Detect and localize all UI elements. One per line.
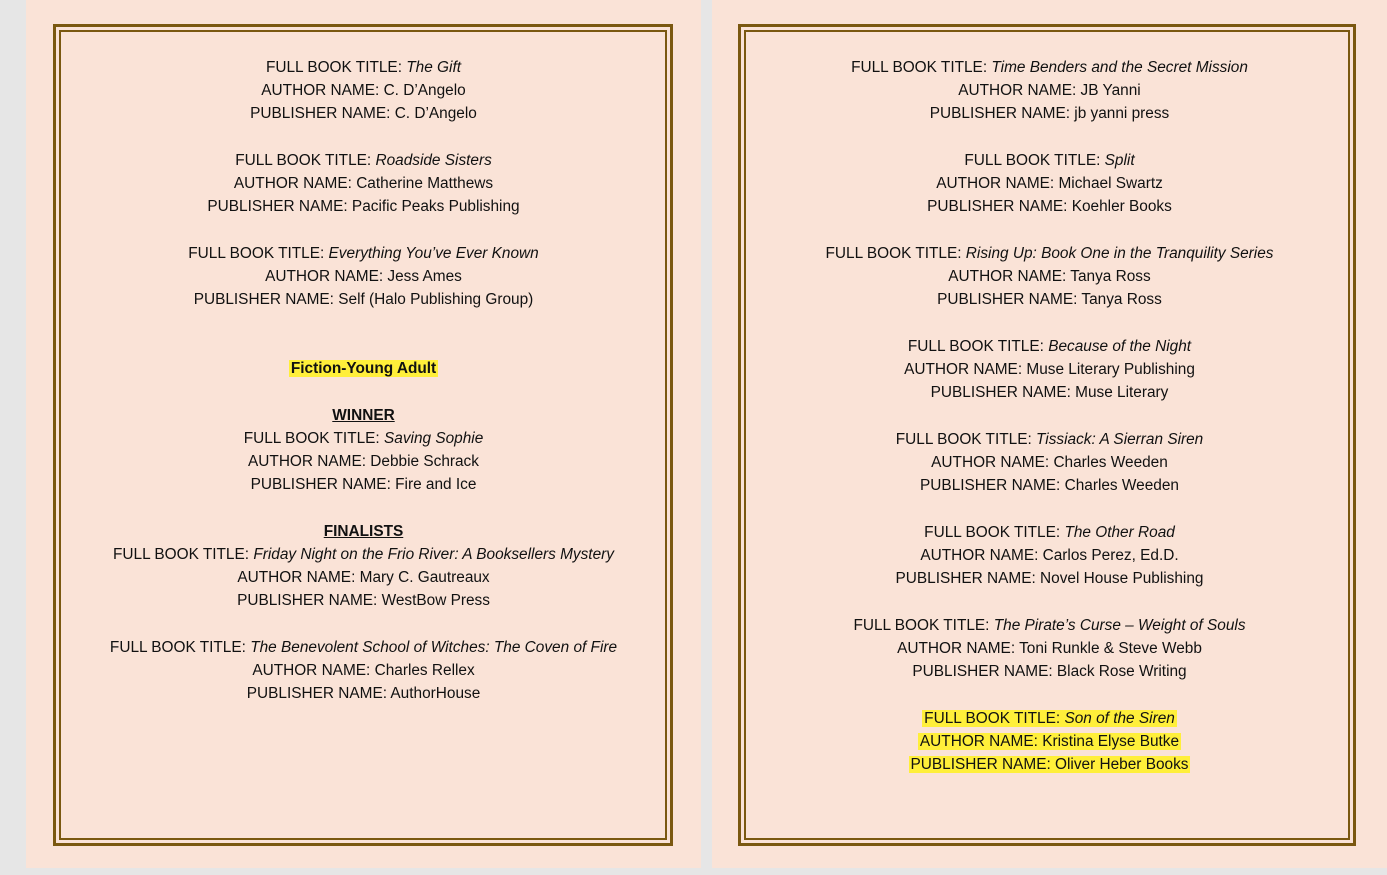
publisher-line: PUBLISHER NAME: Fire and Ice: [250, 476, 477, 493]
title-prefix: FULL BOOK TITLE:: [924, 524, 1065, 541]
winner-entry: [26, 427, 701, 496]
publisher-line: PUBLISHER NAME: Self (Halo Publishing Group): [193, 291, 534, 308]
publisher-line: PUBLISHER NAME: jb yanni press: [929, 105, 1170, 122]
title-prefix: FULL BOOK TITLE:: [188, 245, 329, 262]
book-entry: [712, 521, 1387, 590]
winner-heading: WINNER: [332, 407, 395, 424]
title-prefix: FULL BOOK TITLE:: [895, 431, 1037, 448]
page-content: [26, 56, 701, 705]
book-entry: [712, 428, 1387, 497]
book-entry: [712, 335, 1387, 404]
publisher-line: PUBLISHER NAME: Tanya Ross: [937, 291, 1162, 308]
book-title: Split: [1104, 152, 1135, 169]
book-title: Rising Up: Book One in the Tranquility Series: [965, 245, 1274, 262]
author-line: AUTHOR NAME: Debbie Schrack: [248, 453, 479, 470]
publisher-line: PUBLISHER NAME: Novel House Publishing: [895, 570, 1204, 587]
title-prefix: FULL BOOK TITLE:: [853, 617, 994, 634]
book-title: The Other Road: [1064, 524, 1175, 541]
title-prefix: FULL BOOK TITLE:: [851, 59, 992, 76]
document-page-right: [712, 0, 1387, 868]
title-prefix: FULL BOOK TITLE:: [109, 639, 251, 656]
author-line: AUTHOR NAME: Charles Rellex: [252, 662, 475, 679]
publisher-line: PUBLISHER NAME: AuthorHouse: [246, 685, 481, 702]
publisher-line: PUBLISHER NAME: Koehler Books: [927, 198, 1172, 215]
book-title: Because of the Night: [1048, 338, 1192, 355]
author-line: AUTHOR NAME: Charles Weeden: [931, 454, 1168, 471]
publisher-line: PUBLISHER NAME: WestBow Press: [237, 592, 490, 609]
page-content: [712, 56, 1387, 776]
author-line: AUTHOR NAME: Carlos Perez, Ed.D.: [920, 547, 1179, 564]
author-line: AUTHOR NAME: Catherine Matthews: [233, 175, 494, 192]
title-prefix: FULL BOOK TITLE:: [113, 546, 254, 563]
book-entry: [26, 636, 701, 705]
book-entry: [26, 56, 701, 125]
title-prefix: FULL BOOK TITLE:: [235, 152, 376, 169]
book-entry: [26, 242, 701, 311]
book-entry: [712, 614, 1387, 683]
book-entry: [712, 149, 1387, 218]
finalists-heading: FINALISTS: [323, 523, 404, 540]
title-prefix: FULL BOOK TITLE:: [924, 710, 1065, 727]
author-line: AUTHOR NAME: Toni Runkle & Steve Webb: [897, 640, 1202, 657]
book-entry: [712, 242, 1387, 311]
book-title: The Benevolent School of Witches: The Coven of Fire: [250, 639, 618, 656]
title-prefix: FULL BOOK TITLE:: [907, 338, 1049, 355]
title-prefix: FULL BOOK TITLE:: [964, 152, 1105, 169]
author-line: AUTHOR NAME: Tanya Ross: [948, 268, 1151, 285]
author-line: AUTHOR NAME: Michael Swartz: [936, 175, 1163, 192]
category-heading: Fiction-Young Adult: [290, 360, 437, 377]
author-line: AUTHOR NAME: C. D’Angelo: [261, 82, 466, 99]
book-title: The Pirate’s Curse – Weight of Souls: [993, 617, 1246, 634]
publisher-line: PUBLISHER NAME: Charles Weeden: [920, 477, 1179, 494]
publisher-line: PUBLISHER NAME: Black Rose Writing: [912, 663, 1187, 680]
publisher-line: PUBLISHER NAME: C. D’Angelo: [250, 105, 477, 122]
title-prefix: FULL BOOK TITLE:: [265, 59, 407, 76]
book-title: Roadside Sisters: [375, 152, 492, 169]
book-title: Son of the Siren: [1064, 710, 1175, 727]
publisher-line: PUBLISHER NAME: Muse Literary: [930, 384, 1169, 401]
highlighted-book-entry: [712, 707, 1387, 776]
book-title: Tissiack: A Sierran Siren: [1036, 431, 1204, 448]
title-prefix: FULL BOOK TITLE:: [825, 245, 966, 262]
title-prefix: FULL BOOK TITLE:: [243, 430, 384, 447]
publisher-line: PUBLISHER NAME: Oliver Heber Books: [910, 756, 1189, 773]
book-entry: [26, 543, 701, 612]
book-title: Saving Sophie: [384, 430, 484, 447]
book-title: The Gift: [406, 59, 462, 76]
author-line: AUTHOR NAME: Jess Ames: [265, 268, 462, 285]
book-title: Friday Night on the Frio River: A Booksellers Mystery: [253, 546, 614, 563]
book-title: Time Benders and the Secret Mission: [991, 59, 1248, 76]
book-entry: [712, 56, 1387, 125]
author-line: AUTHOR NAME: Muse Literary Publishing: [904, 361, 1195, 378]
document-page-left: [26, 0, 701, 868]
author-line: AUTHOR NAME: Mary C. Gautreaux: [237, 569, 490, 586]
author-line: AUTHOR NAME: JB Yanni: [958, 82, 1141, 99]
author-line: AUTHOR NAME: Kristina Elyse Butke: [919, 733, 1180, 750]
publisher-line: PUBLISHER NAME: Pacific Peaks Publishing: [207, 198, 520, 215]
book-entry: [26, 149, 701, 218]
book-title: Everything You’ve Ever Known: [328, 245, 539, 262]
